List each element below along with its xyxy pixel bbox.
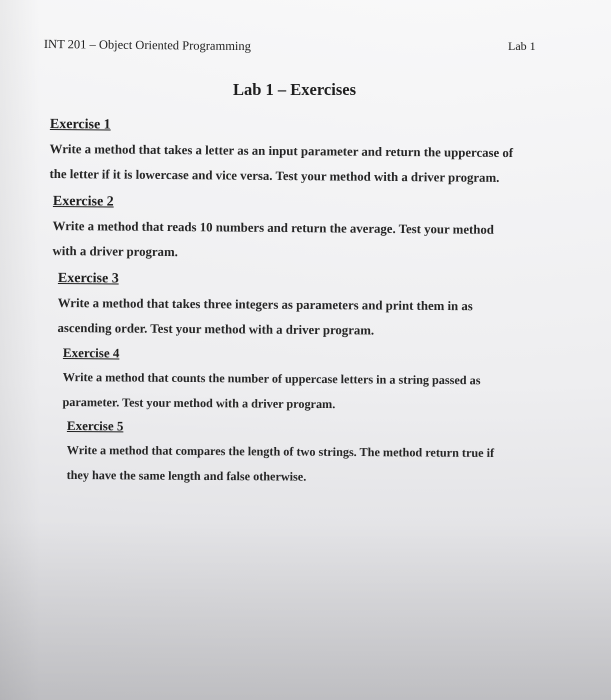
exercise-text: Write a method that counts the number of uppercase letters in a string passed as parameter. Test your method with a driver program. — [62, 369, 481, 412]
exercise-4 — [62, 345, 505, 418]
exercise-2 — [52, 194, 513, 268]
exercise-heading: Exercise 2 — [52, 194, 114, 210]
exercise-text: Write a method that takes a letter as an input parameter and return the uppercase of the letter if it is lowercase and vice versa. Test your method with a driver program. — [49, 141, 514, 185]
exercise-5 — [67, 418, 507, 491]
exercise-text: Write a method that takes three integers as parameters and print them in as ascending order. Test your method with a driver program. — [57, 295, 473, 338]
page-title: Lab 1 – Exercises — [233, 80, 356, 99]
exercise-text: Write a method that reads 10 numbers and return the average. Test your method with a driver program. — [52, 218, 495, 260]
exercise-text: Write a method that compares the length of two strings. The method return true if they have the same length and false otherwise. — [66, 442, 495, 484]
exercise-heading: Exercise 1 — [49, 117, 111, 133]
exercise-heading: Exercise 4 — [62, 345, 120, 361]
exercise-3 — [57, 271, 510, 345]
page-shadow-bottom — [0, 520, 611, 700]
exercise-heading: Exercise 5 — [66, 418, 124, 434]
exercise-heading: Exercise 3 — [57, 271, 119, 287]
exercise-1 — [49, 117, 520, 191]
header-lab-number: Lab 1 — [508, 39, 536, 53]
header-course-title: INT 201 – Object Oriented Programming — [43, 37, 252, 54]
